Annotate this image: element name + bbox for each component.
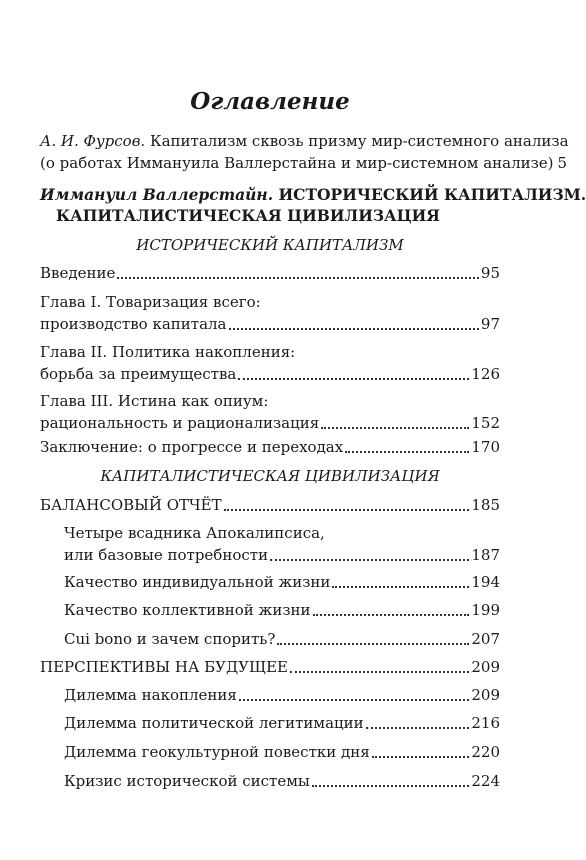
toc-entry[interactable] xyxy=(64,628,500,650)
dot-leader xyxy=(229,328,479,330)
toc-entry[interactable] xyxy=(64,712,500,734)
entry-title: производство капитала xyxy=(40,315,227,333)
entry-title-line1: Четыре всадника Апокалипсиса, xyxy=(64,524,325,542)
entry-title: Кризис исторической системы xyxy=(64,772,310,790)
dot-leader xyxy=(313,614,470,616)
dot-leader xyxy=(238,378,469,380)
entry-title: Качество индивидуальной жизни xyxy=(64,573,331,591)
section-title-line2: КАПИТАЛИСТИЧЕСКАЯ ЦИВИЛИЗАЦИЯ xyxy=(56,206,440,225)
toc-entry[interactable] xyxy=(64,522,500,566)
entry-title: Дилемма политической легитимации xyxy=(64,714,364,732)
toc-entry[interactable] xyxy=(40,436,500,458)
page-number: 224 xyxy=(471,772,500,790)
toc-entry[interactable] xyxy=(64,741,500,763)
entry-title: Дилемма геокультурной повестки дня xyxy=(64,743,370,761)
page-number: 220 xyxy=(471,743,500,761)
dot-leader xyxy=(312,785,470,787)
toc-entry-intro[interactable] xyxy=(40,130,569,174)
page-number: 152 xyxy=(471,414,500,432)
toc-entry[interactable] xyxy=(40,341,500,385)
toc-entry[interactable] xyxy=(40,390,500,434)
page-number: 187 xyxy=(471,546,500,564)
entry-title: Введение xyxy=(40,264,116,282)
entry-title: Заключение: о прогрессе и переходах xyxy=(40,438,344,456)
entry-title: Cui bono и зачем спорить? xyxy=(64,630,276,648)
toc-entry-balance[interactable] xyxy=(40,494,500,516)
page-number: 170 xyxy=(471,438,500,456)
dot-leader xyxy=(345,451,469,453)
section-title-line1: ИСТОРИЧЕСКИЙ КАПИТАЛИЗМ. xyxy=(278,185,586,204)
dot-leader xyxy=(224,509,470,511)
page-number: 5 xyxy=(557,154,568,172)
toc-entry[interactable] xyxy=(64,684,500,706)
page-number: 209 xyxy=(471,658,500,676)
toc-entry[interactable] xyxy=(64,770,500,792)
intro-title-line1: Капитализм сквозь призму мир-системного анализа xyxy=(149,132,569,150)
page-number: 97 xyxy=(480,315,500,333)
page-number: 194 xyxy=(471,573,500,591)
toc-entry[interactable] xyxy=(64,571,500,593)
dot-leader xyxy=(332,586,469,588)
entry-title-line1: Глава I. Товаризация всего: xyxy=(40,293,261,311)
dot-leader xyxy=(270,559,469,561)
dot-leader xyxy=(239,699,470,701)
toc-entry-prospects[interactable] xyxy=(40,656,500,678)
page-number: 207 xyxy=(471,630,500,648)
entry-title-line1: Глава II. Политика накопления: xyxy=(40,343,296,361)
dot-leader xyxy=(321,427,469,429)
intro-author: А. И. Фурсов. xyxy=(40,132,146,150)
page-number: 95 xyxy=(480,264,500,282)
entry-title: ПЕРСПЕКТИВЫ НА БУДУЩЕЕ xyxy=(40,658,288,676)
entry-title: БАЛАНСОВЫЙ ОТЧЁТ xyxy=(40,496,222,514)
page-number: 185 xyxy=(471,496,500,514)
entry-title-line1: Глава III. Истина как опиум: xyxy=(40,392,269,410)
part-title-historical-capitalism: ИСТОРИЧЕСКИЙ КАПИТАЛИЗМ xyxy=(136,236,404,254)
entry-title: борьба за преимущества xyxy=(40,365,237,383)
entry-title: рациональность и рационализация xyxy=(40,414,320,432)
entry-title: Дилемма накопления xyxy=(64,686,237,704)
toc-entry[interactable] xyxy=(64,599,500,621)
intro-line1 xyxy=(40,130,569,152)
toc-entry[interactable] xyxy=(40,262,500,284)
section-author: Иммануил Валлерстайн. xyxy=(40,185,274,204)
page-title: Оглавление xyxy=(190,88,350,115)
intro-title-line2: (о работах Иммануила Валлерстайна и мир-системном анализе) xyxy=(40,154,554,172)
page-number: 126 xyxy=(471,365,500,383)
page-number: 216 xyxy=(471,714,500,732)
intro-line2 xyxy=(40,152,568,174)
dot-leader xyxy=(372,756,470,758)
section-heading-wallerstein xyxy=(40,184,586,226)
toc-entry[interactable] xyxy=(40,291,500,335)
dot-leader xyxy=(277,643,469,645)
page-number: 199 xyxy=(471,601,500,619)
dot-leader xyxy=(117,277,479,279)
entry-title: Качество коллективной жизни xyxy=(64,601,311,619)
dot-leader xyxy=(366,727,470,729)
part-title-capitalist-civilization: КАПИТАЛИСТИЧЕСКАЯ ЦИВИЛИЗАЦИЯ xyxy=(100,467,440,485)
entry-title: или базовые потребности xyxy=(64,546,269,564)
dot-leader xyxy=(290,671,469,673)
page-number: 209 xyxy=(471,686,500,704)
